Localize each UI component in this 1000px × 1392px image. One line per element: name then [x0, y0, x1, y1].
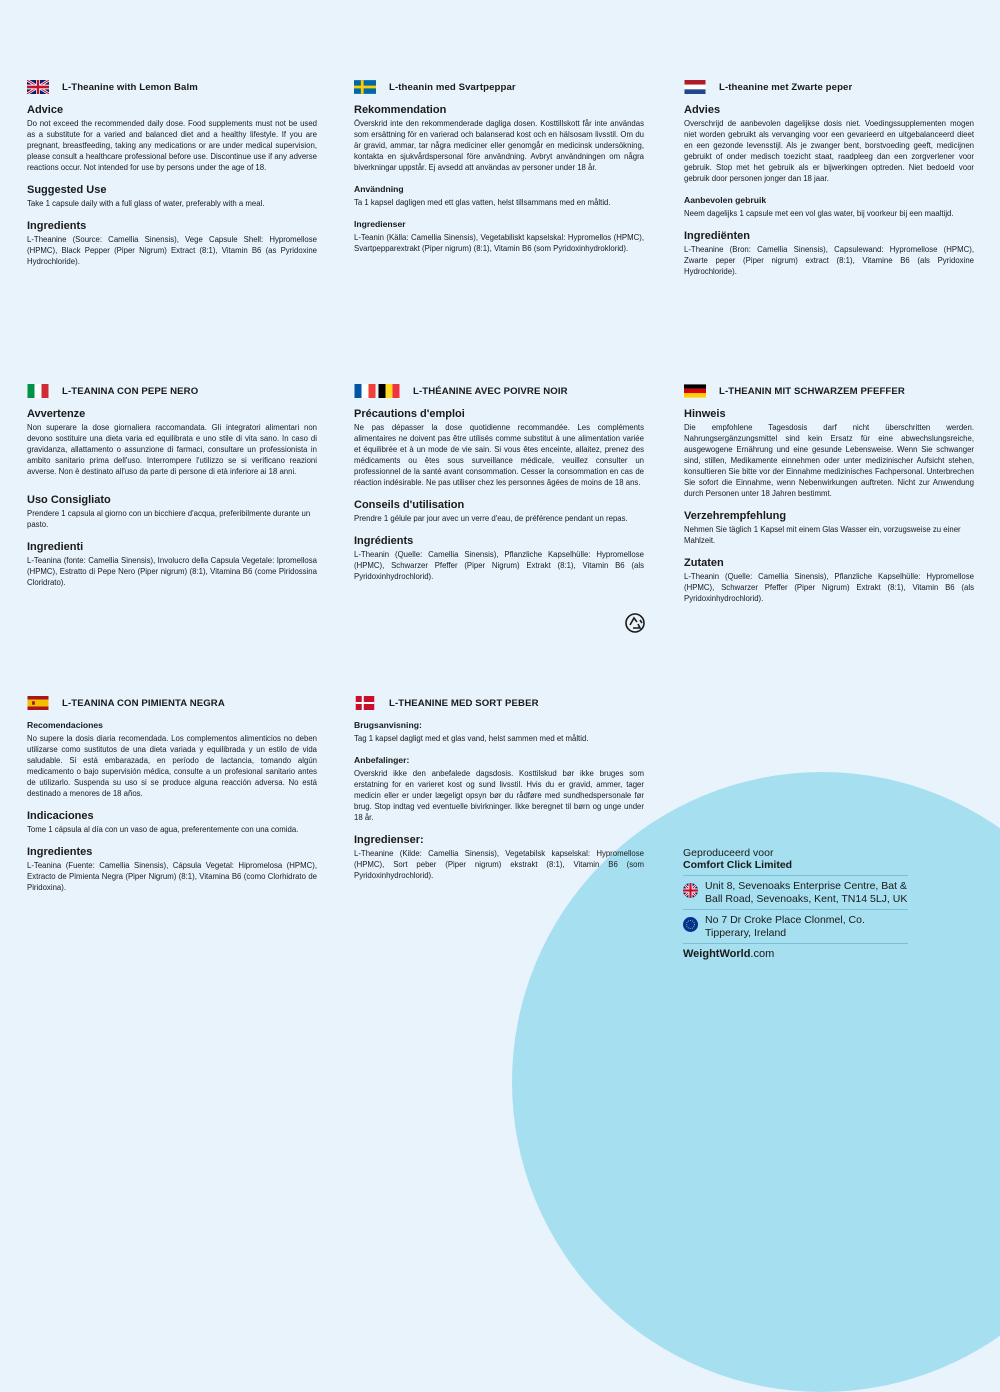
- eu-flag-icon: [683, 917, 698, 932]
- heading-indicaciones: Indicaciones: [27, 810, 94, 822]
- brand-domain: .com: [750, 948, 775, 960]
- heading-suggested-use: Suggested Use: [27, 184, 107, 196]
- section-title: L-Theanine with Lemon Balm: [62, 81, 198, 93]
- france-flag-icon: [354, 384, 376, 398]
- heading-avvertenze: Avvertenze: [27, 408, 86, 420]
- uk-address-text: Unit 8, Sevenoaks Enterprise Centre, Bat & Ball Road, Sevenoaks, Kent, TN14 5LJ, UK: [705, 880, 908, 905]
- aanbevolen-gebruik-text: Neem dagelijks 1 capsule met een vol glas water, bij voorkeur bij een maaltijd.: [684, 209, 954, 218]
- section-german: [684, 384, 974, 615]
- sweden-flag-icon: [354, 80, 376, 94]
- heading-uso-consigliato: Uso Consigliato: [27, 494, 111, 506]
- avvertenze-text: Non superare la dose giornaliera raccomandata. Gli integratori alimentari non devono sostituire una dieta varia ed equilibrata e uno stile di vita sano. In caso di gravidanza, allattamento o assunzione di farmaci, consultare un professionista in ambito sanitario prima dell'uso. Interrompere l'utilizzo se si verificano reazioni avverse. Non è destinato all'uso da parte di persone di età inferiore ai 18 anni.: [27, 423, 317, 476]
- section-italian: [27, 384, 317, 599]
- produced-for-label: Geproduceerd voor: [683, 847, 774, 859]
- eu-address: [683, 909, 908, 943]
- section-english: [27, 80, 317, 278]
- heading-ingredienti: Ingredienti: [27, 541, 84, 553]
- ingredienser-text: L-Teanin (Källa: Camellia Sinensis), Vegetabiliskt kapselskal: Hypromellos (HPMC), Svartpepparextrakt (Piper nigrum) (8:1), Vitamin B6 (som Pyridoxinhydroklorid).: [354, 233, 644, 253]
- heading-conseils: Conseils d'utilisation: [354, 499, 465, 511]
- suggested-use-text: Take 1 capsule daily with a full glass of water, preferably with a meal.: [27, 199, 265, 208]
- section-title: L-THEANINE MED SORT PEBER: [389, 697, 539, 709]
- recycle-icon: [623, 611, 647, 635]
- section-title: L-theanine met Zwarte peper: [719, 81, 853, 93]
- rekommendation-text: Överskrid inte den rekommenderade dagliga dosen. Kosttillskott får inte användas som ersättning för en varierad och balanserad kost och en hälsosam livsstil. Om du är gravid, ammar, tar några mediciner eller genomgår en medicinsk undersökning, kontakta en sjukvårdspersonal före användning. Avbryt användningen om några biverkningar uppstår. Ej avsedd att användas av personer under 18 år.: [354, 119, 644, 172]
- heading-ingredienser: Ingredienser:: [354, 834, 424, 846]
- recomendaciones-text: No supere la dosis diaria recomendada. Los complementos alimenticios no deben utilizarse como sustitutos de una dieta variada y equilibrada y un estilo de vida saludable. Si está embarazada, en período de lactancia, tomando algún medicamento o bajo supervisión médica, consulte a un profesional sanitario antes de utilizarlo. Suspenda su uso si se produce alguna reacción adversa. No está destinado a menores de 18 años.: [27, 734, 317, 798]
- denmark-flag-icon: [354, 696, 376, 710]
- advies-text: Overschrijd de aanbevolen dagelijkse dosis niet. Voedingssupplementen mogen niet worden gebruikt als vervanging voor een gevarieerd en uitgebalanceerd dieet en een gezonde levensstijl. Als je zwanger bent, borstvoeding geeft, medicijnen gebruikt of onder medisch toezicht staat, raadpleeg dan een zorgverlener voor gebruik. Stop met het gebruik als er bijwerkingen optreden. Niet bedoeld voor gebruik door personen jonger dan 18 jaar.: [684, 119, 974, 183]
- section-dutch: [684, 80, 974, 288]
- section-spanish: [27, 696, 317, 904]
- heading-recomendaciones: Recomendaciones: [27, 720, 103, 730]
- heading-aanbevolen-gebruik: Aanbevolen gebruik: [684, 195, 767, 205]
- uk-address: [683, 875, 908, 909]
- heading-hinweis: Hinweis: [684, 408, 726, 420]
- section-title: L-TEANINA CON PEPE NERO: [62, 385, 199, 397]
- heading-advies: Advies: [684, 104, 721, 116]
- ingredienser-text: L-Theanine (Kilde: Camellia Sinensis), Vegetabilsk kapselskal: Hypromellose (HPMC), Sort peber (Piper nigrum) ekstrakt (8:1), Vitamin B6 (som Pyridoxinhydrochlorid).: [354, 849, 644, 880]
- heading-precautions: Précautions d'emploi: [354, 408, 465, 420]
- spain-flag-icon: [27, 696, 49, 710]
- hinweis-text: Die empfohlene Tagesdosis darf nicht überschritten werden. Nahrungsergänzungsmittel sind kein Ersatz für eine abwechslungsreiche, ausgewogene Ernährung und eine gesunde Lebensweise. Wenn Sie schwanger sind, stillen, Medikamente einnehmen oder unter medizinischer Aufsicht stehen, konsultieren Sie bitte vor der Einnahme medizinisches Fachpersonal. Unterbrechen Sie sofort die Einnahme, wenn Nebenwirkungen auftreten. Nicht zur Anwendung durch Personen unter 18 Jahren bestimmt.: [684, 423, 974, 498]
- heading-verzehrempfehlung: Verzehrempfehlung: [684, 510, 787, 522]
- indicaciones-text: Tome 1 cápsula al día con un vaso de agua, preferentemente con una comida.: [27, 825, 299, 834]
- ingredienten-text: L-Theanine (Bron: Camellia Sinensis), Capsulewand: Hypromellose (HPMC), Zwarte peper (Piper nigrum) extract (8:1), Vitamine B6 (als Pyridoxine Hydrochloride).: [684, 245, 974, 276]
- heading-ingredients: Ingredients: [27, 220, 87, 232]
- precautions-text: Ne pas dépasser la dose quotidienne recommandée. Les compléments alimentaires ne doivent pas être utilisés comme substitut à une alimentation variée et équilibrée et à un mode de vie sain. Si vous êtes enceinte, allaitez, prenez des médicaments ou êtes sous surveillance médicale, veuillez consulter un professionnel de la santé avant consommation. Cesser la consommation en cas de réaction indésirable. Ne pas utiliser chez les personnes âgées de moins de 18 ans.: [354, 423, 644, 487]
- website-brand: [683, 943, 908, 960]
- section-swedish: [354, 80, 644, 265]
- section-french: [354, 384, 644, 593]
- heading-brugsanvisning: Brugsanvisning:: [354, 720, 422, 730]
- uk-flag-icon: [683, 883, 698, 898]
- section-danish: [354, 696, 644, 892]
- netherlands-flag-icon: [684, 80, 706, 94]
- section-title: L-theanin med Svartpeppar: [389, 81, 516, 93]
- section-title: L-THÉANINE AVEC POIVRE NOIR: [413, 385, 568, 397]
- heading-advice: Advice: [27, 104, 64, 116]
- verzehrempfehlung-text: Nehmen Sie täglich 1 Kapsel mit einem Glas Wasser ein, vorzugsweise zu einer Mahlzeit.: [684, 525, 961, 545]
- company-name: Comfort Click Limited: [683, 859, 793, 871]
- producer-info: [683, 847, 908, 960]
- eu-address-text: No 7 Dr Croke Place Clonmel, Co. Tipperary, Ireland: [705, 914, 865, 939]
- heading-ingredienten: Ingrediënten: [684, 230, 751, 242]
- brugsanvisning-text: Tag 1 kapsel dagligt med et glas vand, helst sammen med et måltid.: [354, 734, 589, 743]
- italy-flag-icon: [27, 384, 49, 398]
- anbefalinger-text: Overskrid ikke den anbefalede dagsdosis. Kosttilskud bør ikke bruges som erstatning for en varieret kost og sund livsstil. Hvis du er gravid, ammer, tager medicin eller er under lægeligt opsyn bør du rådføre med sundhedspersonale før brug. Stop indtag ved eventuelle bivirkninger. Ikke beregnet til børn og unge under 18 år.: [354, 769, 644, 822]
- ingredients-text: L-Theanine (Source: Camellia Sinensis), Vege Capsule Shell: Hypromellose (HPMC), Black Pepper (Piper Nigrum) Extract (8:1), Vitamin B6 (as Pyridoxine Hydrochloride).: [27, 235, 317, 266]
- conseils-text: Prendre 1 gélule par jour avec un verre d'eau, de préférence pendant un repas.: [354, 514, 628, 523]
- uso-consigliato-text: Prendere 1 capsula al giorno con un bicchiere d'acqua, preferibilmente durante un pasto.: [27, 509, 311, 529]
- zutaten-text: L-Theanin (Quelle: Camellia Sinensis), Pflanzliche Kapselhülle: Hypromellose (HPMC), Schwarzer Pfeffer (Piper Nigrum) Extrakt (8:1), Vitamin B6 (als Pyridoxinhydrochlorid).: [684, 572, 974, 603]
- heading-zutaten: Zutaten: [684, 557, 724, 569]
- ingredients-text: L-Theanin (Quelle: Camellia Sinensis), Pflanzliche Kapselhülle: Hypromellose (HPMC), Schwarzer Pfeffer (Piper Nigrum) Extrakt (8:1), Vitamin B6 (als Pyridoxinhydrochlorid).: [354, 550, 644, 581]
- anvandning-text: Ta 1 kapsel dagligen med ett glas vatten, helst tillsammans med en måltid.: [354, 198, 611, 207]
- heading-ingredientes: Ingredientes: [27, 846, 93, 858]
- heading-anvandning: Användning: [354, 184, 404, 194]
- belgium-flag-icon: [378, 384, 400, 398]
- germany-flag-icon: [684, 384, 706, 398]
- brand-name: WeightWorld: [683, 948, 751, 960]
- heading-ingredients: Ingrédients: [354, 535, 414, 547]
- heading-rekommendation: Rekommendation: [354, 104, 447, 116]
- section-title: L-TEANINA CON PIMIENTA NEGRA: [62, 697, 225, 709]
- ingredienti-text: L-Teanina (fonte: Camellia Sinensis), Involucro della Capsula Vegetale: Ipromellosa (HPMC), Estratto di Pepe Nero (Piper nigrum) (8:1), Vitamina B6 (come Piridossina Cloridrato).: [27, 556, 317, 587]
- advice-text: Do not exceed the recommended daily dose. Food supplements must not be used as a substitute for a varied and balanced diet and a healthy lifestyle. If you are pregnant, breastfeeding, taking any medications or are under medical supervision, please consult a healthcare professional before use. Discontinue use if any adverse reactions occur. Not intended for use by persons under the age of 18.: [27, 119, 317, 172]
- ingredientes-text: L-Teanina (Fuente: Camellia Sinensis), Cápsula Vegetal: Hipromelosa (HPMC), Extracto de Pimienta Negra (Piper Nigrum) (8:1), Vitamina B6 (como Clorhidrato de Piridoxina).: [27, 861, 317, 892]
- heading-ingredienser: Ingredienser: [354, 219, 406, 229]
- section-title: L-THEANIN MIT SCHWARZEM PFEFFER: [719, 385, 905, 397]
- heading-anbefalinger: Anbefalinger:: [354, 755, 410, 765]
- uk-flag-icon: [27, 80, 49, 94]
